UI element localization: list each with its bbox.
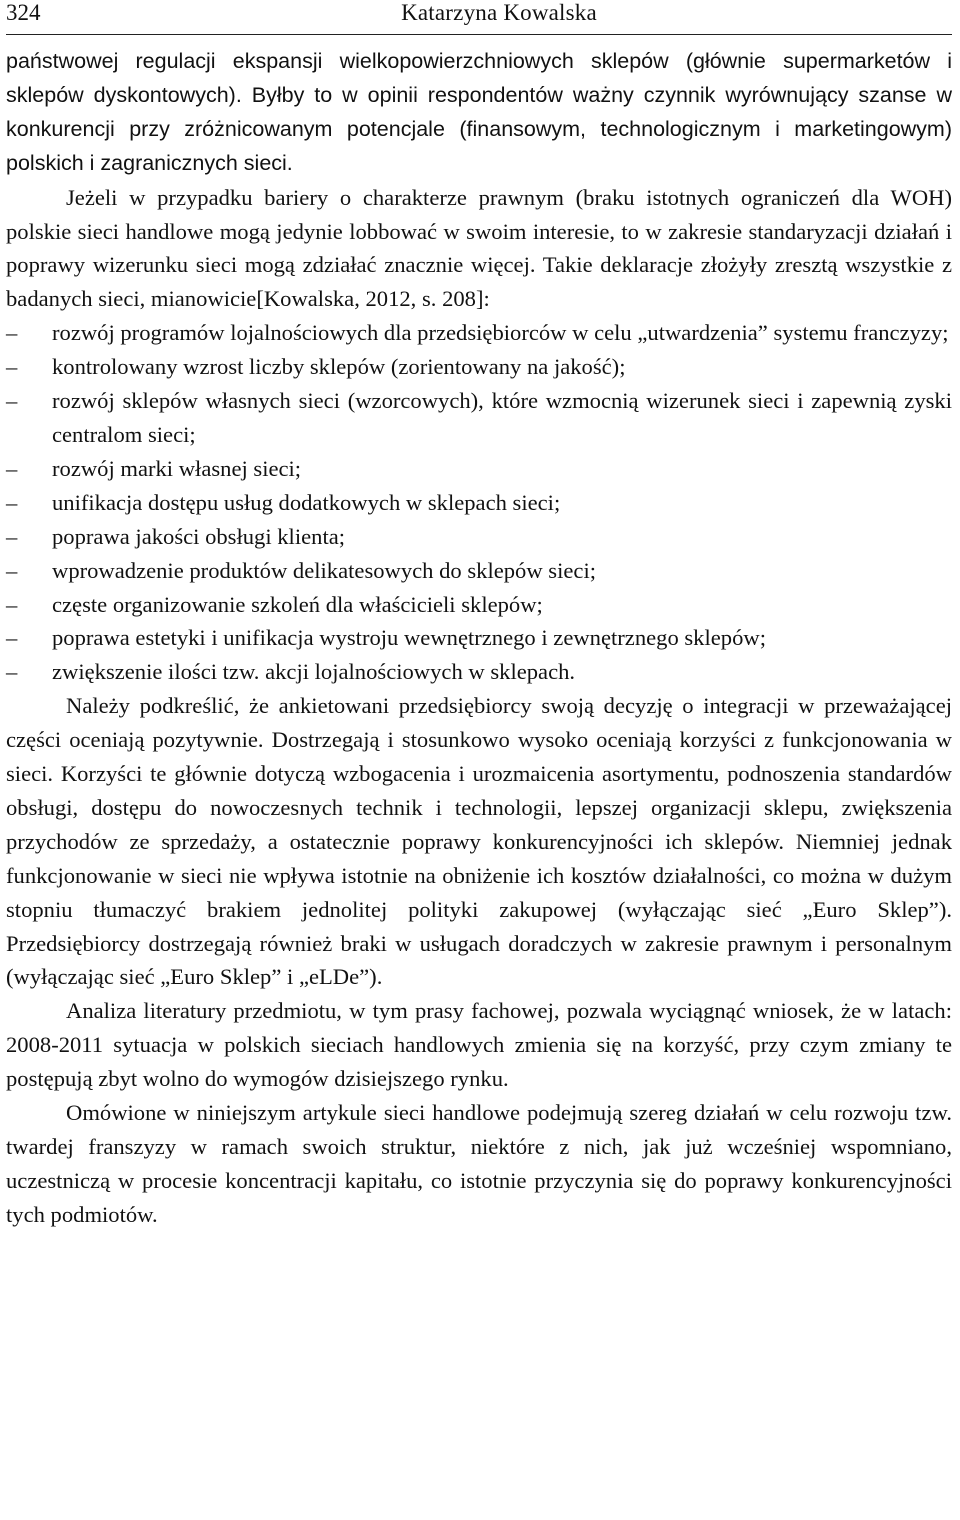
list-item-text: poprawa jakości obsługi klienta;: [52, 523, 346, 549]
list-item-text: poprawa estetyki i unifikacja wystroju wewnętrznego i zewnętrznego sklepów;: [52, 625, 766, 651]
list-item: [6, 655, 952, 689]
running-header: [6, 0, 952, 35]
dash-bullet: –: [6, 591, 18, 617]
list-item: [6, 621, 952, 655]
list-item: [6, 588, 952, 622]
paragraph-franchise-development: Omówione w niniejszym artykule sieci handlowe podejmują szereg działań w celu rozwoju tzw. twardej franszyzy w ramach swoich struktur, niektóre z nich, jak już wcześniej wspomniano, uczestniczą w procesie koncentracji kapitału, co istotnie przyczynia się do poprawy konkurencyjności tych podmiotów.: [6, 1100, 952, 1227]
list-item-text: wprowadzenie produktów delikatesowych do sklepów sieci;: [52, 557, 596, 583]
dash-bullet: –: [6, 523, 18, 549]
list-item-text: rozwój programów lojalnościowych dla przedsiębiorców w celu „utwardzenia” systemu franczyzy;: [52, 320, 949, 346]
list-item: [6, 316, 952, 350]
dash-bullet: –: [6, 388, 18, 414]
list-item-text: rozwój marki własnej sieci;: [52, 455, 302, 481]
dash-bullet: –: [6, 455, 18, 481]
running-header-author: Katarzyna Kowalska: [401, 0, 597, 25]
dash-bullet: –: [6, 659, 18, 685]
dash-bullet: –: [6, 354, 18, 380]
page-number: 324: [6, 0, 41, 25]
paragraph-continued: państwowej regulacji ekspansji wielkopowierzchniowych sklepów (głównie supermarketów i sklepów dyskontowych). Byłby to w opinii respondentów ważny czynnik wyrównujący szanse w konkurencji przy zróżnicowanym potencjale (finansowym, technologicznym i marketingowym) polskich i zagranicznych sieci.: [6, 49, 952, 175]
list-item-text: kontrolowany wzrost liczby sklepów (zorientowany na jakość);: [52, 354, 626, 380]
dash-bullet: –: [6, 557, 18, 583]
list-item: [6, 384, 952, 452]
paragraph-literature-analysis: Analiza literatury przedmiotu, w tym prasy fachowej, pozwala wyciągnąć wniosek, że w latach: 2008-2011 sytuacja w polskich sieciach handlowych zmienia się na korzyść, przy czym zmiany te postępują zbyt wolno do wymogów dzisiejszego rynku.: [6, 998, 952, 1092]
list-item-text: unifikacja dostępu usług dodatkowych w sklepach sieci;: [52, 489, 561, 515]
dash-bullet: –: [6, 320, 18, 346]
list-item-text: zwiększenie ilości tzw. akcji lojalnościowych w sklepach.: [52, 659, 576, 685]
list-item: [6, 350, 952, 384]
list-item: [6, 452, 952, 486]
paragraph-declarations-text: Takie deklaracje złożyły zresztą wszystkie z badanych sieci, mianowicie[Kowalska, 2012, s. 208]:: [6, 252, 952, 312]
list-item-text: częste organizowanie szkoleń dla właścicieli sklepów;: [52, 591, 543, 617]
dash-bullet: –: [6, 625, 18, 651]
document-page: [6, 0, 952, 1232]
list-item: [6, 486, 952, 520]
dash-bullet: –: [6, 489, 18, 515]
paragraph-integration-assessment: Należy podkreślić, że ankietowani przedsiębiorcy swoją decyzję o integracji w przeważającej części oceniają pozytywnie. Dostrzegają i stosunkowo wysoko oceniają korzyści z funkcjonowania w sieci. Korzyści te głównie dotyczą wzbogacenia i urozmaicenia asortymentu, podnoszenia standardów obsługi, dostępu do nowoczesnych technik i technologii, lepszej organizacji sklepu, zwiększenia przychodów ze sprzedaży, a ostatecznie poprawy konkurencyjności ich sklepów. Niemniej jednak funkcjonowanie w sieci nie wpływa istotnie na obniżenie ich kosztów działalności, co można w dużym stopniu tłumaczyć brakiem jednolitej polityki zakupowej (wyłączając sieć „Euro Sklep”). Przedsiębiorcy dostrzegają również braki w usługach doradczych w zakresie prawnym i personalnym (wyłączając sieć „Euro Sklep” i „eLDe”).: [6, 693, 952, 990]
list-item: [6, 520, 952, 554]
list-item-text: rozwój sklepów własnych sieci (wzorcowych), które wzmocnią wizerunek sieci i zapewnią zyski centralom sieci;: [52, 388, 952, 447]
list-item: [6, 554, 952, 588]
paragraph-legal-barrier: [6, 181, 952, 317]
paragraph-legal-barrier-text: Jeżeli w przypadku bariery o charakterze prawnym (braku istotnych ograniczeń dla WOH) polskie sieci handlowe mogą jedynie lobbować w swoim interesie, to w zakresie standaryzacji działań i poprawy wizerunku sieci mogą zdziałać znacznie więcej.: [6, 184, 952, 278]
network-actions-list: [6, 316, 952, 689]
body-text: [6, 45, 952, 1232]
